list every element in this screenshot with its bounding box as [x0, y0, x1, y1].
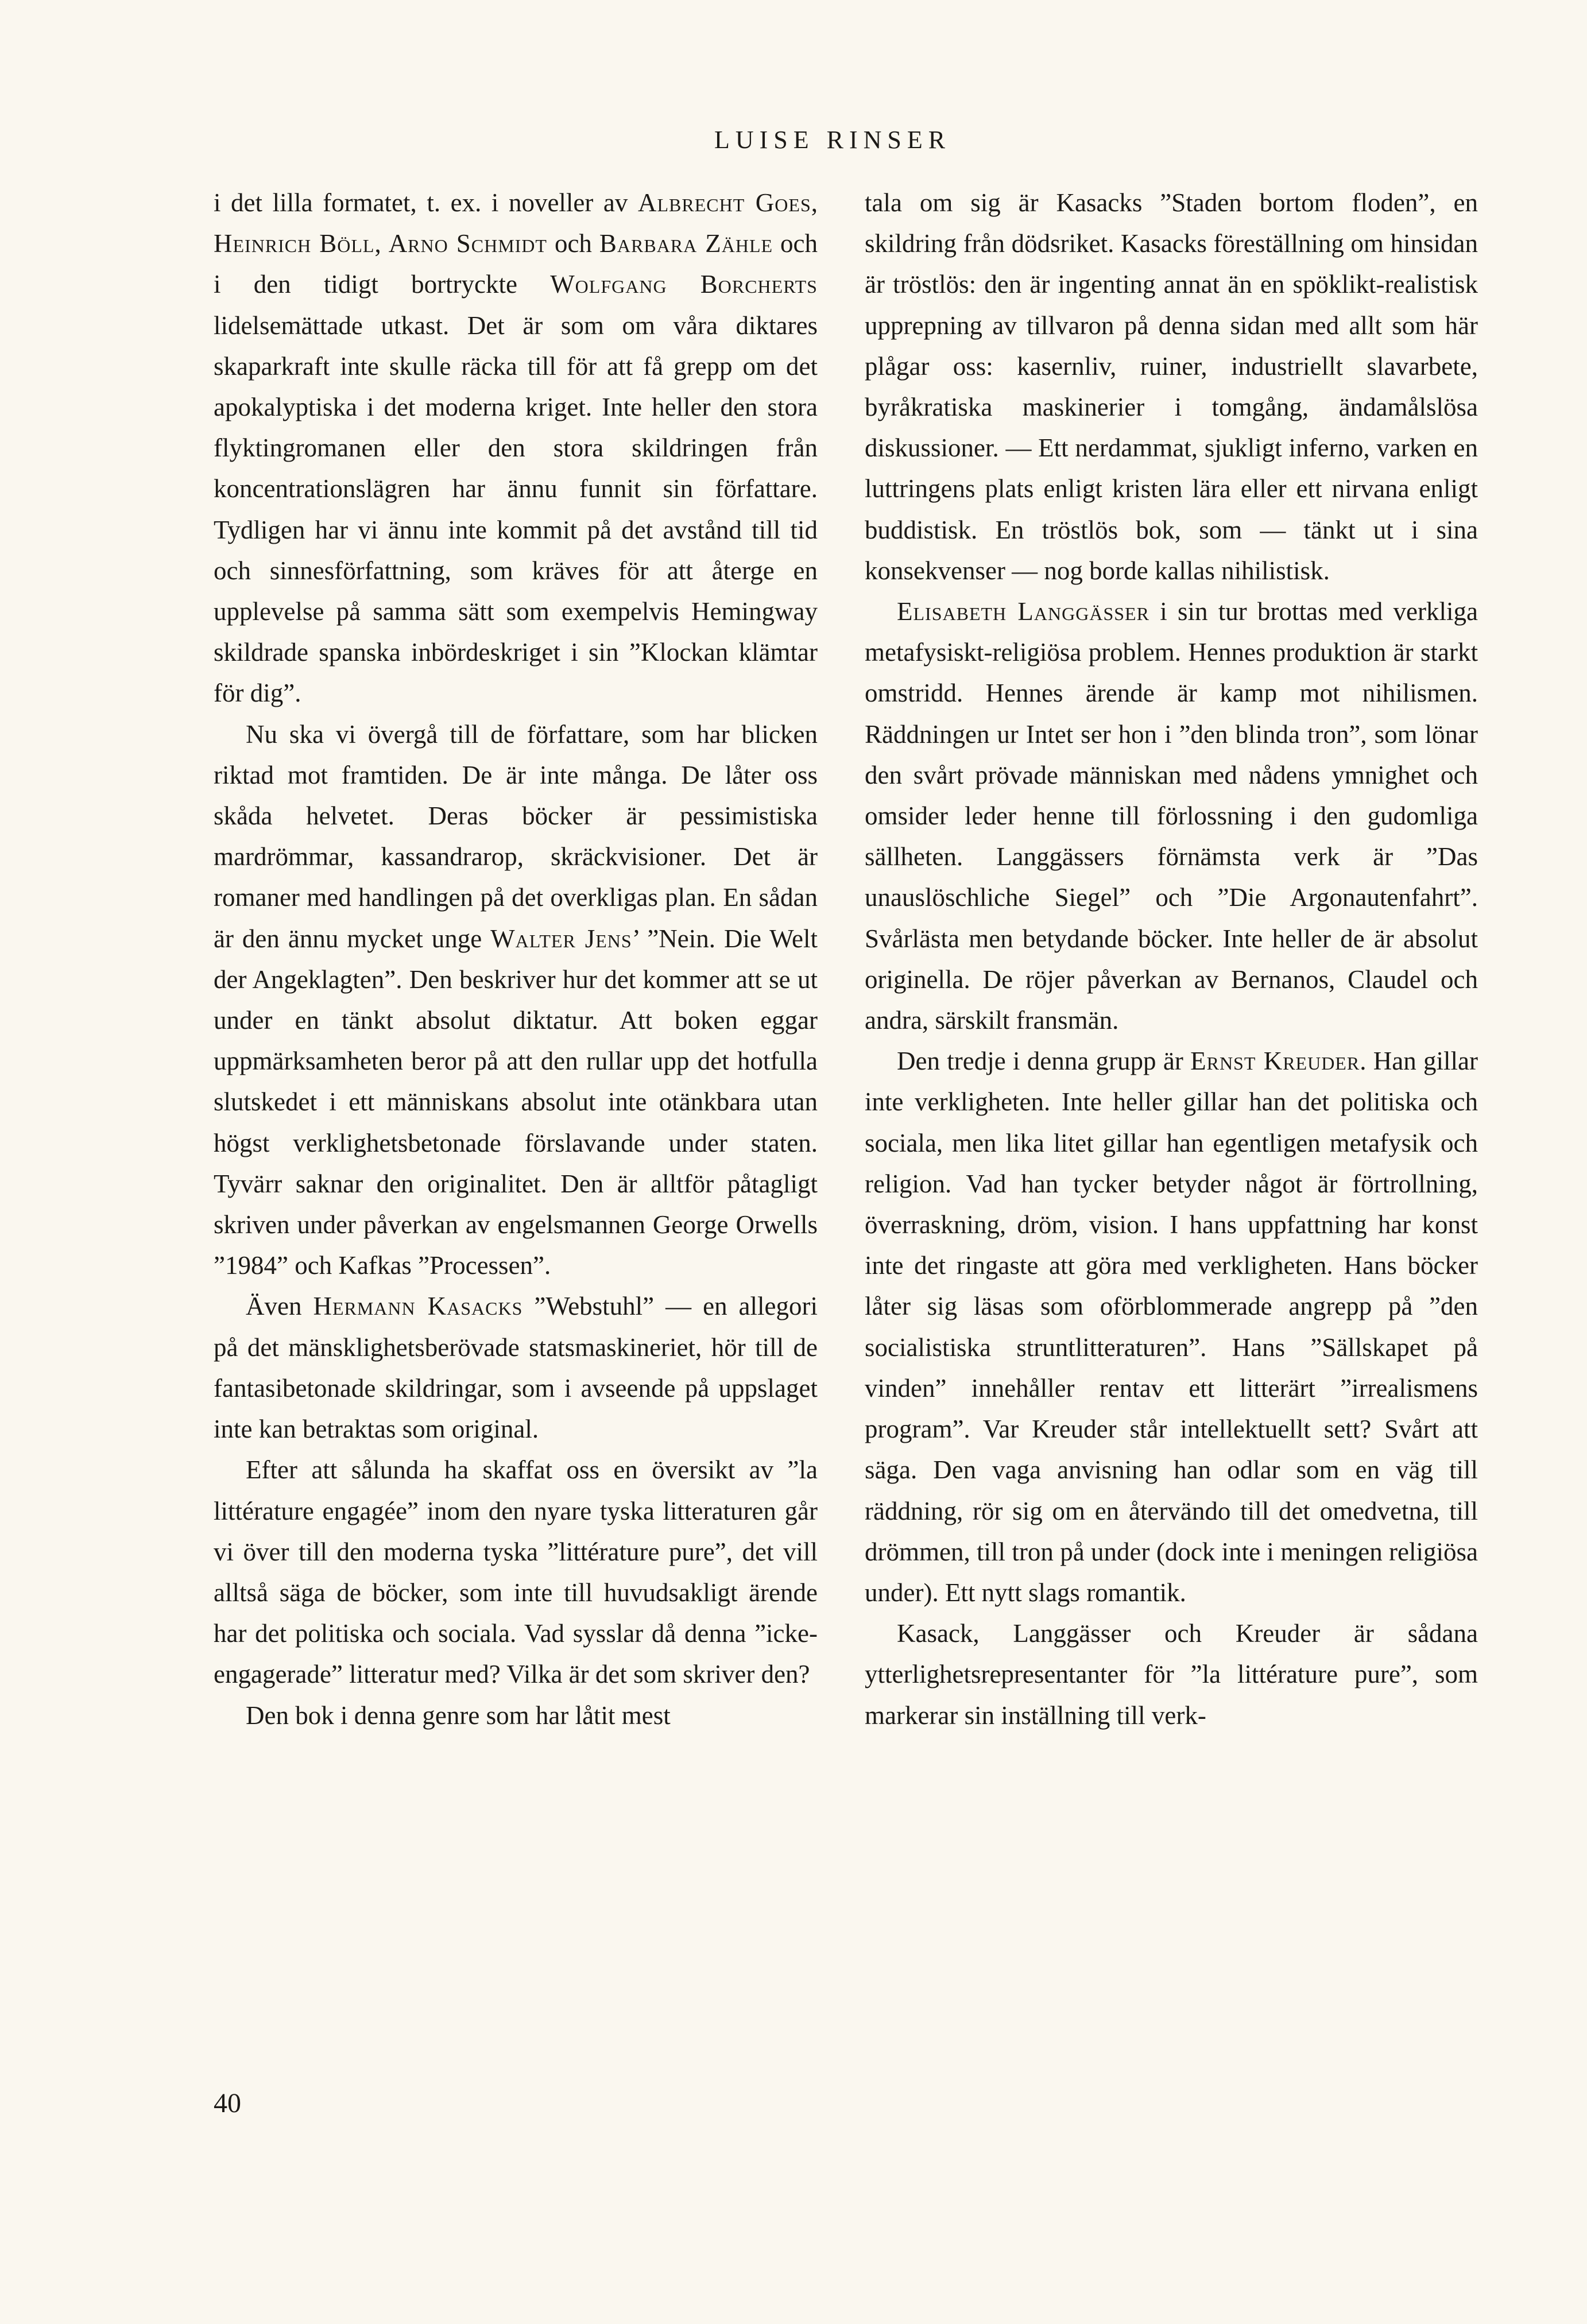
right-column [865, 183, 1478, 1736]
text-run: och i den tidigt bortryckte [214, 229, 818, 299]
text-run: ”Webstuhl” — en allegori på det mänsklighetsberövade statsmaskineriet, hör till de fantasibetonade skildringar, som i avseende på uppslaget inte kan betraktas som original. [214, 1292, 818, 1444]
text-run: och [547, 229, 599, 258]
author-name: Hermann Kasacks [313, 1292, 523, 1321]
page-number: 40 [214, 2088, 241, 2118]
text-run: Nu ska vi övergå till de författare, som har blicken riktad mot framtiden. De är inte många. De låter oss skåda helvetet. Deras böcker är pessimistiska mardrömmar, kassandrarop, skräckvisioner. Det är romaner med handlingen på det overkligas plan. En sådan är den ännu mycket unge [214, 719, 818, 953]
paragraph [865, 1041, 1478, 1613]
left-column [214, 183, 818, 1736]
text-run: ’ ”Nein. Die Welt der Angeklagten”. Den beskriver hur det kommer att se ut under en tänkt absolut diktatur. Att boken eggar uppmärksamheten beror på att den rullar upp det hotfulla slutskedet i ett människans absolut inte otänkbara utan högst verklighetsbetonade förslavande under staten. Tyvärr saknar den originalitet. Den är alltför påtagligt skriven under påverkan av engelsmannen George Orwells ”1984” och Kafkas ”Processen”. [214, 924, 818, 1280]
author-name: Elisabeth Langgässer [897, 597, 1149, 626]
text-run: tala om sig är Kasacks ”Staden bortom floden”, en skildring från dödsriket. Kasacks föreställning om hinsidan är tröstlös: den är ingenting annat än en spöklikt-realistisk upprepning av tillvaron på denna sidan med allt som här plågar oss: kasernliv, ruiner, industriellt slavarbete, byråkratiska maskinerier i tomgång, ändamålslösa diskussioner. — Ett nerdammat, sjukligt inferno, varken en luttringens plats enligt kristen lära eller ett nirvana enligt buddistisk. En tröstlös bok, som — tänkt ut i sina konsekvenser — nog borde kallas nihilistisk. [865, 188, 1478, 585]
text-run: Även [246, 1292, 313, 1321]
text-run: Efter att sålunda ha skaffat oss en översikt av ”la littérature engagée” inom den nyare tyska litteraturen går vi över till den moderna tyska ”littérature pure”, det vill alltså säga de böcker, som inte till huvudsakligt ärende har det politiska och sociala. Vad sysslar då denna ”icke-engagerade” litteratur med? Vilka är det som skriver den? [214, 1455, 818, 1689]
text-run: , [811, 188, 818, 217]
paragraph [865, 1613, 1478, 1736]
author-name: Walter Jens [490, 924, 632, 953]
paragraph [865, 183, 1478, 591]
author-name: Arno Schmidt [388, 229, 547, 258]
author-name: Ernst Kreuder [1190, 1047, 1360, 1076]
paragraph [865, 591, 1478, 1041]
paragraph [214, 714, 818, 1287]
author-name: Wolfgang Borcherts [550, 270, 818, 299]
text-run: Kasack, Langgässer och Kreuder är sådana ytterlighetsrepresentanter för ”la littérature pure”, som markerar sin inställning till verk- [865, 1619, 1478, 1730]
author-name: Barbara Zähle [599, 229, 773, 258]
text-run: Den bok i denna genre som har låtit mest [246, 1701, 671, 1730]
paragraph [214, 1286, 818, 1450]
text-run: . Han gillar inte verkligheten. Inte heller gillar han det politiska och sociala, men lika litet gillar han egentligen metafysik och religion. Vad han tycker betyder något är förtrollning, överraskning, dröm, vision. I hans uppfattning har konst inte det ringaste att göra med verkligheten. Hans böcker låter sig läsas som oförblommerade angrepp på ”den socialistiska struntlitteraturen”. Hans ”Sällskapet på vinden” innehåller rentav ett litterärt ”irrealismens program”. Var Kreuder står intellektuellt sett? Svårt att säga. Den vaga anvisning han odlar som en väg till räddning, rör sig om en återvändo till det omedvetna, till drömmen, till tron på under (dock inte i meningen religiösa under). Ett nytt slags romantik. [865, 1047, 1478, 1607]
text-run: , [374, 229, 389, 258]
author-name: Heinrich Böll [214, 229, 375, 258]
text-run: i det lilla formatet, t. ex. i noveller av [214, 188, 638, 217]
text-run: lidelsemättade utkast. Det är som om våra diktares skaparkraft inte skulle räcka till för att få grepp om det apokalyptiska i det moderna kriget. Inte heller den stora flyktingromanen eller den stora skildringen från koncentrationslägren har ännu funnit sin författare. Tydligen har vi ännu inte kommit på det avstånd till tid och sinnesförfattning, som kräves för att återge en upplevelse på samma sätt som exempelvis Hemingway skildrade spanska inbördeskriget i sin ”Klockan klämtar för dig”. [214, 311, 818, 708]
paragraph [214, 1450, 818, 1695]
running-head: LUISE RINSER [714, 126, 951, 154]
author-name: Albrecht Goes [637, 188, 811, 217]
paragraph [214, 1695, 818, 1736]
paragraph [214, 183, 818, 714]
text-run: i sin tur brottas med verkliga metafysiskt-religiösa problem. Hennes produktion är starkt omstridd. Hennes ärende är kamp mot nihilismen. Räddningen ur Intet ser hon i ”den blinda tron”, som lönar den svårt prövade människan med nådens ymnighet och omsider leder henne till förlossning i den gudomliga sällheten. Langgässers förnämsta verk är ”Das unauslöschliche Siegel” och ”Die Argonautenfahrt”. Svårlästa men betydande böcker. Inte heller de är absolut originella. De röjer påverkan av Bernanos, Claudel och andra, särskilt fransmän. [865, 597, 1478, 1035]
text-run: Den tredje i denna grupp är [897, 1047, 1191, 1076]
